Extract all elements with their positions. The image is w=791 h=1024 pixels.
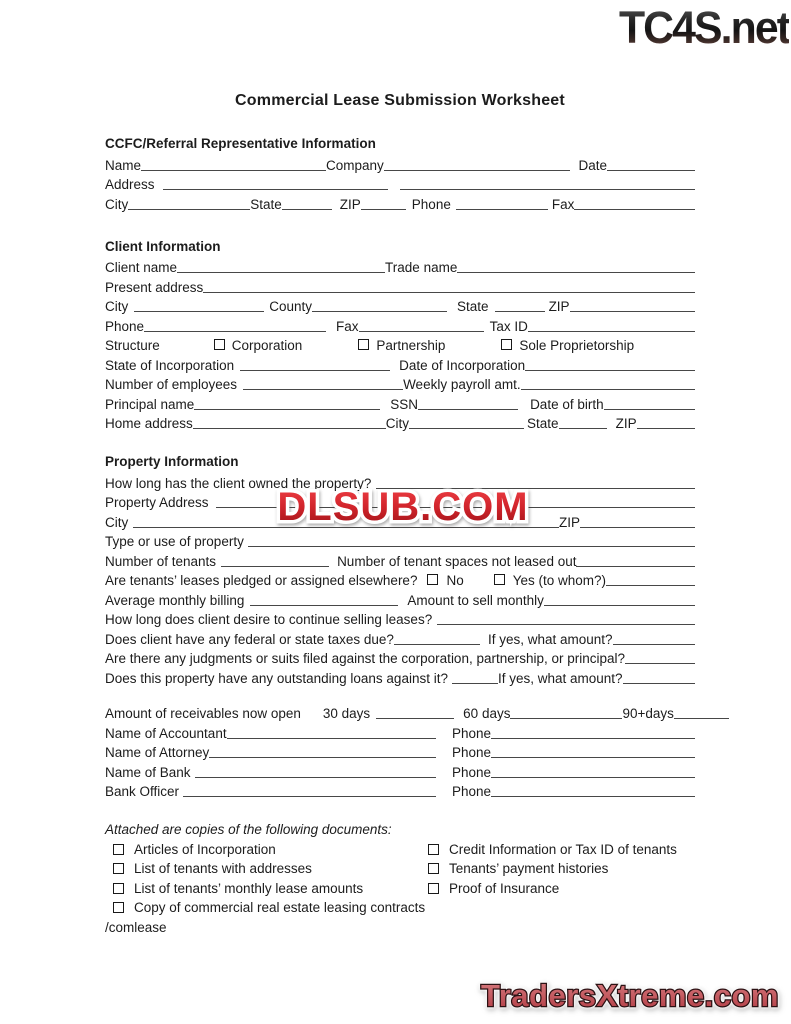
client-row-names [105, 257, 695, 277]
checkbox-monthly-lease-amounts[interactable] [113, 883, 124, 894]
present-address-label: Present address [105, 279, 204, 295]
client-fax-label: Fax [336, 318, 359, 334]
attachment-label: List of tenants’ monthly lease amounts [134, 880, 364, 896]
attachment-label: Proof of Insurance [449, 880, 560, 896]
leases-pledged-label: Are tenants’ leases pledged or assigned elsewhere? [105, 573, 418, 588]
bank-phone-label: Phone [452, 764, 492, 780]
client-row-structure [105, 335, 695, 355]
days60-blank[interactable] [510, 718, 622, 719]
attach-row-1 [105, 840, 695, 860]
rep-phone-blank[interactable] [456, 209, 548, 210]
days60-label: 60 days [463, 706, 511, 721]
loans-if-yes-amount-label: If yes, what amount? [497, 670, 623, 686]
checkbox-articles-of-incorporation[interactable] [113, 844, 124, 855]
yes-to-whom-label: Yes (to whom?) [512, 573, 607, 588]
client-row-city-county-state-zip [105, 296, 695, 316]
property-row-continue-selling [105, 609, 695, 629]
avg-monthly-billing-blank[interactable] [250, 605, 398, 606]
home-state-blank[interactable] [559, 428, 607, 429]
home-address-blank[interactable] [193, 428, 386, 429]
property-row-judgments [105, 648, 695, 668]
checkbox-proof-of-insurance[interactable] [428, 883, 439, 894]
date-of-birth-blank[interactable] [604, 409, 695, 410]
continue-selling-label: How long does client desire to continue selling leases? [105, 612, 433, 627]
client-row-employees-payroll [105, 374, 695, 394]
client-state-blank[interactable] [495, 311, 545, 312]
trade-name-blank[interactable] [457, 272, 695, 273]
state-of-incorporation-label: State of Incorporation [105, 357, 235, 373]
rep-city-label: City [105, 196, 129, 212]
spaces-not-leased-label: Number of tenant spaces not leased out [337, 553, 577, 569]
accountant-label: Name of Accountant [105, 725, 227, 741]
attachment-label: Credit Information or Tax ID of tenants [449, 841, 677, 857]
trade-name-label: Trade name [385, 260, 458, 275]
rep-state-label: State [250, 196, 282, 212]
client-zip-label: ZIP [548, 299, 570, 314]
checkbox-tenant-addresses[interactable] [113, 863, 124, 874]
present-address-blank[interactable] [203, 292, 695, 293]
weekly-payroll-label: Weekly payroll amt. [403, 377, 521, 392]
bank-blank[interactable] [195, 777, 436, 778]
attachment-label: Tenants’ payment histories [449, 861, 609, 877]
client-row-incorporation [105, 354, 695, 374]
rep-address-label: Address [105, 177, 155, 192]
loans-amount-blank[interactable] [623, 683, 695, 684]
client-phone-label: Phone [105, 318, 145, 334]
days30-label: 30 days [322, 706, 371, 721]
principal-name-blank[interactable] [194, 409, 380, 410]
bank-officer-phone-label: Phone [452, 784, 492, 799]
bank-label: Name of Bank [105, 764, 191, 780]
checkbox-leasing-contracts[interactable] [113, 902, 124, 913]
number-of-tenants-blank[interactable] [221, 566, 329, 567]
rep-row-address [105, 174, 695, 194]
client-city-label: City [105, 299, 129, 314]
receivables-open-label: Amount of receivables now open [105, 706, 301, 721]
rep-phone-label: Phone [411, 196, 451, 212]
type-or-use-blank[interactable] [248, 546, 695, 547]
bank-officer-row [105, 781, 695, 801]
attorney-label: Name of Attorney [105, 745, 210, 760]
structure-option-partnership: Partnership [376, 338, 446, 353]
date-of-birth-label: Date of birth [530, 396, 604, 412]
property-address-label: Property Address [105, 495, 209, 510]
number-of-tenants-label: Number of tenants [105, 553, 217, 569]
no-label: No [446, 573, 464, 588]
property-row-outstanding-loans [105, 667, 695, 687]
taxes-amount-blank[interactable] [613, 644, 695, 645]
home-address-label: Home address [105, 416, 193, 431]
accountant-phone-blank[interactable] [491, 738, 695, 739]
client-fax-blank[interactable] [359, 331, 484, 332]
client-zip-blank[interactable] [570, 311, 695, 312]
rep-fax-blank[interactable] [574, 209, 695, 210]
accountant-phone-label: Phone [452, 725, 492, 741]
rep-fax-label: Fax [551, 196, 575, 212]
ssn-label: SSN [390, 396, 419, 412]
bank-officer-phone-blank[interactable] [491, 796, 695, 797]
checkbox-payment-histories[interactable] [428, 863, 439, 874]
outstanding-loans-blank[interactable] [452, 683, 498, 684]
property-row-tenants [105, 550, 695, 570]
attachment-label: List of tenants with addresses [134, 861, 312, 877]
attachments-intro: Attached are copies of the following documents: [105, 822, 392, 838]
client-name-blank[interactable] [177, 272, 385, 273]
watermark-tradersxtreme [469, 973, 791, 1019]
home-city-label: City [385, 416, 410, 431]
judgments-label: Are there any judgments or suits filed against the corporation, partnership, or principal? [105, 651, 626, 666]
property-row-leases-pledged [105, 570, 695, 590]
receivables-row [105, 703, 695, 723]
days90-label: 90+days [622, 706, 674, 721]
taxes-due-blank[interactable] [394, 644, 480, 645]
spaces-not-leased-blank[interactable] [576, 566, 695, 567]
bank-officer-blank[interactable] [183, 796, 436, 797]
watermark-tradersxtreme-text: TradersXtreme.com [481, 978, 779, 1013]
checkbox-no[interactable] [427, 574, 438, 585]
rep-address-blank-1[interactable] [163, 189, 388, 190]
client-state-label: State [457, 299, 489, 314]
yes-to-whom-blank[interactable] [606, 585, 695, 586]
days30-blank[interactable] [376, 718, 454, 719]
property-zip-label: ZIP [558, 514, 580, 530]
client-name-label: Client name [105, 260, 178, 275]
attorney-row [105, 742, 695, 762]
attorney-blank[interactable] [209, 757, 436, 758]
checkbox-sole-proprietorship[interactable] [501, 339, 512, 350]
attach-row-4 [105, 898, 695, 918]
attach-row-3 [105, 879, 695, 899]
bank-phone-blank[interactable] [491, 777, 695, 778]
section-heading-property: Property Information [105, 454, 239, 469]
attach-row-2 [105, 859, 695, 879]
structure-label: Structure [105, 338, 160, 353]
home-state-label: State [527, 416, 559, 431]
accountant-row [105, 722, 695, 742]
client-city-blank[interactable] [134, 311, 264, 312]
watermark-tc4s: TC4S.net [618, 2, 789, 53]
structure-option-sole-proprietorship: Sole Proprietorship [519, 338, 635, 353]
owned-how-long-label: How long has the client owned the property? [105, 475, 372, 491]
rep-name-label: Name [105, 157, 142, 173]
client-row-present-address [105, 276, 695, 296]
amount-to-sell-blank[interactable] [544, 605, 695, 606]
type-or-use-label: Type or use of property [105, 534, 244, 549]
rep-company-blank[interactable] [384, 170, 571, 171]
client-county-blank[interactable] [312, 311, 447, 312]
amount-to-sell-label: Amount to sell monthly [407, 592, 544, 608]
section-heading-client: Client Information [105, 238, 221, 254]
bank-officer-label: Bank Officer [105, 784, 180, 799]
property-zip-blank[interactable] [580, 527, 695, 528]
rep-address-blank-2[interactable] [400, 189, 695, 190]
rep-company-label: Company [326, 157, 384, 173]
tax-id-label: Tax ID [489, 318, 528, 334]
principal-name-label: Principal name [105, 396, 195, 412]
date-of-incorporation-blank[interactable] [525, 370, 695, 371]
number-of-employees-label: Number of employees [105, 377, 238, 392]
checkbox-credit-information[interactable] [428, 844, 439, 855]
client-row-phone-fax-taxid [105, 315, 695, 335]
ssn-blank[interactable] [418, 409, 518, 410]
number-of-employees-blank[interactable] [243, 389, 403, 390]
taxes-if-yes-amount-label: If yes, what amount? [487, 631, 613, 647]
accountant-blank[interactable] [227, 738, 436, 739]
structure-option-corporation: Corporation [231, 338, 303, 353]
rep-zip-label: ZIP [339, 196, 361, 212]
date-of-incorporation-label: Date of Incorporation [399, 357, 526, 373]
judgments-blank[interactable] [625, 663, 695, 664]
days90-blank[interactable] [674, 718, 729, 719]
home-city-blank[interactable] [409, 428, 524, 429]
checkbox-corporation[interactable] [214, 339, 225, 350]
state-of-incorporation-blank[interactable] [240, 370, 390, 371]
attachment-label: Articles of Incorporation [134, 841, 276, 857]
property-row-taxes-due [105, 628, 695, 648]
attachment-label: Copy of commercial real estate leasing contracts [134, 900, 426, 916]
bank-row [105, 761, 695, 781]
rep-row-city-state-zip-phone-fax [105, 193, 695, 213]
tax-id-blank[interactable] [528, 331, 695, 332]
checkbox-partnership[interactable] [358, 339, 369, 350]
property-city-label: City [105, 514, 129, 530]
client-county-label: County [269, 299, 313, 314]
attorney-phone-label: Phone [452, 745, 492, 760]
checkbox-yes[interactable] [494, 574, 505, 585]
taxes-due-label: Does client have any federal or state taxes due? [105, 631, 394, 647]
outstanding-loans-label: Does this property have any outstanding loans against it? [105, 670, 448, 686]
rep-row-name-company-date [105, 154, 695, 174]
avg-monthly-billing-label: Average monthly billing [105, 592, 245, 608]
client-phone-blank[interactable] [144, 331, 326, 332]
client-row-home-address [105, 413, 695, 433]
rep-date-label: Date [578, 157, 607, 173]
home-zip-blank[interactable] [637, 428, 695, 429]
watermark-dlsub-text: DLSUB.COM [277, 485, 529, 529]
rep-name-blank[interactable] [141, 170, 326, 171]
home-zip-label: ZIP [615, 416, 637, 431]
attorney-phone-blank[interactable] [491, 757, 695, 758]
weekly-payroll-blank[interactable] [521, 389, 695, 390]
section-heading-representative: CCFC/Referral Representative Information [105, 136, 376, 151]
form-content [105, 0, 695, 937]
rep-city-blank[interactable] [128, 209, 250, 210]
rep-zip-blank[interactable] [361, 209, 406, 210]
client-row-principal [105, 393, 695, 413]
page-title: Commercial Lease Submission Worksheet [235, 92, 565, 109]
rep-date-blank[interactable] [607, 170, 695, 171]
continue-selling-blank[interactable] [437, 624, 695, 625]
form-code: /comlease [105, 919, 167, 935]
property-row-billing [105, 589, 695, 609]
watermark-dlsub [250, 477, 556, 535]
rep-state-blank[interactable] [282, 209, 332, 210]
